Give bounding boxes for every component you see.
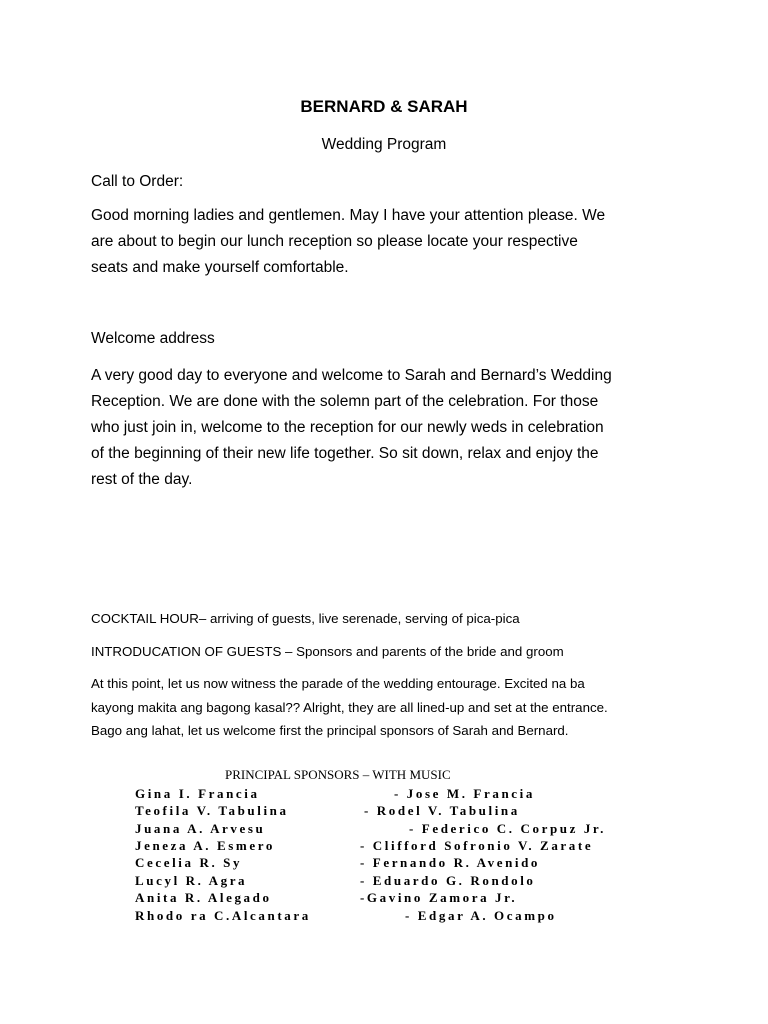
paragraph-line: rest of the day.: [91, 471, 193, 488]
paragraph-line: A very good day to everyone and welcome to Sarah and Bernard’s Wedding: [91, 367, 612, 384]
sponsor-row: [0, 872, 768, 889]
paragraph-line: who just join in, welcome to the reception for our newly weds in celebration: [91, 419, 604, 436]
sponsor-right-name: - Eduardo G. Rondolo: [360, 873, 536, 888]
paragraph-line: are about to begin our lunch reception so please locate your respective: [91, 233, 578, 250]
sponsor-row: [0, 802, 768, 819]
sponsor-right-name: - Federico C. Corpuz Jr.: [409, 821, 606, 836]
sponsor-row: [0, 820, 768, 837]
sponsor-row: [0, 907, 768, 924]
call-to-order-heading: Call to Order:: [91, 173, 184, 190]
sponsor-left-name: Gina I. Francia: [135, 786, 260, 801]
sponsor-right-name: - Clifford Sofronio V. Zarate: [360, 838, 594, 853]
entourage-paragraph: [91, 672, 691, 743]
sponsor-right-name: - Fernando R. Avenido: [360, 855, 541, 870]
sponsor-right-name: -Gavino Zamora Jr.: [360, 890, 518, 905]
sponsor-right-name: - Rodel V. Tabulina: [364, 803, 520, 818]
paragraph-line: Good morning ladies and gentlemen. May I have your attention please. We: [91, 207, 606, 224]
sponsor-row: [0, 785, 768, 802]
document-subtitle: Wedding Program: [321, 136, 447, 153]
sponsor-left-name: Juana A. Arvesu: [135, 821, 266, 836]
document-title: BERNARD & SARAH: [300, 97, 468, 116]
paragraph-line: Bago ang lahat, let us welcome first the principal sponsors of Sarah and Bernard.: [91, 723, 569, 738]
sponsor-row: [0, 837, 768, 854]
sponsor-left-name: Lucyl R. Agra: [135, 873, 248, 888]
sponsor-right-name: - Jose M. Francia: [394, 786, 535, 801]
sponsor-left-name: Anita R. Alegado: [135, 890, 272, 905]
sponsor-left-name: Rhodo ra C.Alcantara: [135, 908, 311, 923]
call-to-order-paragraph: [91, 203, 691, 281]
paragraph-line: kayong makita ang bagong kasal?? Alright, they are all lined-up and set at the entrance.: [91, 699, 608, 715]
paragraph-line: At this point, let us now witness the parade of the wedding entourage. Excited na ba: [91, 676, 585, 691]
sponsor-row: [0, 854, 768, 871]
sponsor-left-name: Cecelia R. Sy: [135, 855, 243, 870]
welcome-address-paragraph: [91, 363, 691, 493]
paragraph-line: of the beginning of their new life together. So sit down, relax and enjoy the: [91, 445, 599, 462]
paragraph-line: Reception. We are done with the solemn part of the celebration. For those: [91, 393, 599, 410]
sponsor-right-name: - Edgar A. Ocampo: [405, 908, 557, 923]
sponsor-left-name: Jeneza A. Esmero: [135, 838, 275, 853]
sponsor-left-name: Teofila V. Tabulina: [135, 803, 289, 818]
paragraph-line: seats and make yourself comfortable.: [91, 259, 349, 276]
principal-sponsors-heading: PRINCIPAL SPONSORS – WITH MUSIC: [225, 767, 451, 782]
cocktail-hour-line: COCKTAIL HOUR– arriving of guests, live serenade, serving of pica-pica: [91, 611, 520, 626]
welcome-address-heading: Welcome address: [91, 330, 215, 347]
introduction-of-guests-line: INTRODUCATION OF GUESTS – Sponsors and parents of the bride and groom: [91, 644, 564, 659]
sponsor-row: [0, 889, 768, 906]
